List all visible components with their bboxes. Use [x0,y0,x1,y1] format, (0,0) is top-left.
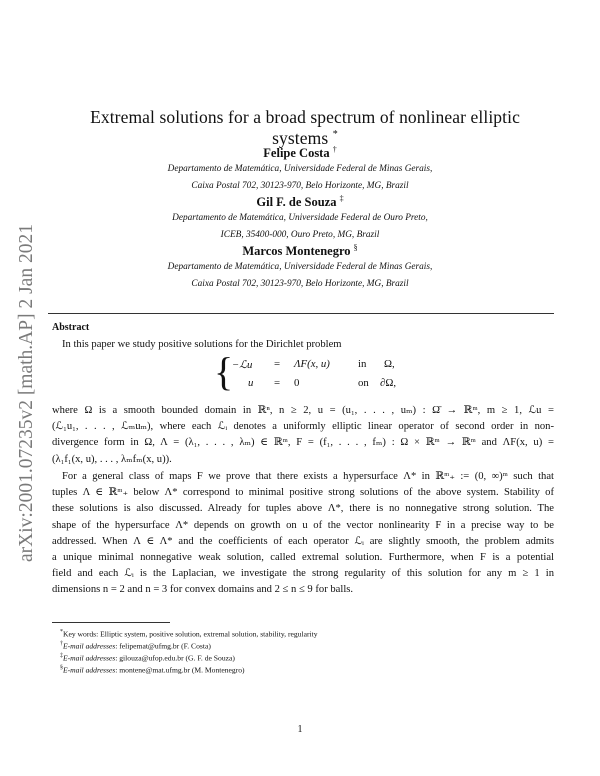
abstract-intro-line: In this paper we study positive solutions for the Dirichlet problem [62,339,342,350]
paragraph-line: (ℒ₁u₁, . . . , ℒₘuₘ), where each ℒᵢ denotes a uniformly elliptic linear operator of second order in non- [52,421,554,433]
footnote-text: : gilouza@ufop.edu.br (G. F. de Souza) [115,653,235,663]
paragraph-line: shape of the hypersurface Λ* depends on growth on u of the vector nonlinearity F in a precise way to be [52,519,554,531]
system-brace: { [214,349,234,394]
row1-where: in [358,358,367,370]
paragraph-line: dimensions n = 2 and n = 3 for convex domains and 2 ≤ n ≤ 9 for balls. [52,584,354,596]
paragraph-line: divergence form in Ω, Λ = (λ₁, . . . , λₘ) ∈ ℝᵐ, F = (f₁, . . . , fₘ) : Ω × ℝᵐ → ℝᵐ and ΛF(x, u) = [52,437,554,449]
paragraph-line: a unique minimal nonnegative weak solution, called extremal solution. Furthermore, when F is a potential [52,552,554,564]
abstract-paragraph-2 [52,469,554,599]
dirichlet-system [214,349,404,396]
paragraph-line: tuples Λ ∈ ℝᵐ₊ below Λ* correspond to minimal positive strong solutions of the above system. Stability of [52,487,554,499]
author-mark: ‡ [339,194,344,203]
author-3 [100,243,500,259]
footnote-keywords [60,627,318,640]
row2-rhs: 0 [294,377,300,389]
row1-domain: Ω, [384,358,395,370]
row2-domain: ∂Ω, [380,377,397,389]
row2-where: on [358,377,369,389]
author-1 [100,145,500,161]
author-2 [100,194,500,210]
author-mark: § [353,243,358,252]
footnote-rule [52,622,170,623]
abstract-intro [62,337,542,353]
title-text: Extremal solutions for a broad spectrum of nonlinear elliptic systems [90,107,520,148]
row1-eq: = [274,358,281,370]
author-mark: † [332,145,337,154]
paragraph-line: these solutions is also discussed. Already for tuples above Λ*, there is no nonnegative strong solution. The [52,503,554,515]
row1-rhs: ΛF(x, u) [294,358,330,370]
footnote-label: E-mail addresses [63,665,116,675]
author-name: Gil F. de Souza [256,195,337,210]
author-1-affiliation-line-2: Caixa Postal 702, 30123-970, Belo Horizonte, MG, Brazil [191,181,409,191]
footnote-mark: ‡ [60,653,63,659]
footnote-label: E-mail addresses [63,653,116,663]
footnote-mark: * [60,629,63,635]
abstract-heading: Abstract [52,322,90,333]
author-3-affiliation-line-1: Departamento de Matemática, Universidade Federal de Minas Gerais, [167,262,433,272]
footnote-mark: † [60,641,63,647]
footnote-text: : felipemat@ufmg.br (F. Costa) [115,641,211,651]
row2-lhs: u [248,377,254,389]
author-name: Marcos Montenegro [242,244,351,259]
footnote-label: E-mail addresses [63,641,116,651]
paper-title [60,107,550,149]
footnote-mark: § [60,665,63,671]
row1-lhs: −ℒu [232,359,253,371]
author-name: Felipe Costa [263,146,330,161]
arxiv-id: arXiv:2001.07235v2 [math.AP] 2 Jan 2021 [16,224,37,562]
arxiv-stamp [4,190,44,570]
abstract-top-rule [48,313,554,314]
footnote-text: : montene@mat.ufmg.br (M. Montenegro) [115,665,245,675]
paragraph-line: addressed. When Λ ∈ Λ* and the coefficients of each operator ℒᵢ are slightly smooth, the problem admits [52,535,554,547]
footnote-email-montenegro [60,663,245,676]
author-2-affiliation-line-1: Departamento de Matemática, Universidade Federal de Ouro Preto, [172,213,428,223]
author-3-affiliation-line-2: Caixa Postal 702, 30123-970, Belo Horizonte, MG, Brazil [191,279,409,289]
page-number: 1 [297,724,303,735]
footnote-email-souza [60,651,235,664]
paragraph-line: For a general class of maps F we prove that there exists a hypersurface Λ* in ℝᵐ₊ := (0, ∞)ᵐ such that [62,471,554,482]
title-footnote-mark: * [332,129,338,141]
author-2-affiliation-line-2: ICEB, 35400-000, Ouro Preto, MG, Brazil [220,230,380,240]
author-1-affiliation-line-1: Departamento de Matemática, Universidade Federal de Minas Gerais, [167,164,433,174]
paragraph-line: (λ₁f₁(x, u), . . . , λₘfₘ(x, u)). [52,453,172,465]
abstract-paragraph-1 [52,403,554,468]
row2-eq: = [274,377,281,389]
paragraph-line: where Ω is a smooth bounded domain in ℝⁿ, n ≥ 2, u = (u₁, . . . , uₘ) : Ω̄ → ℝᵐ, m ≥ 1, ℒu = [52,405,554,416]
footnote-text: Key words: Elliptic system, positive solution, extremal solution, stability, regularity [63,629,318,639]
footnote-email-costa [60,639,211,652]
paragraph-line: field and each ℒᵢ is the Laplacian, we investigate the strong regularity of this solution for any m ≥ 1 in [52,568,554,580]
